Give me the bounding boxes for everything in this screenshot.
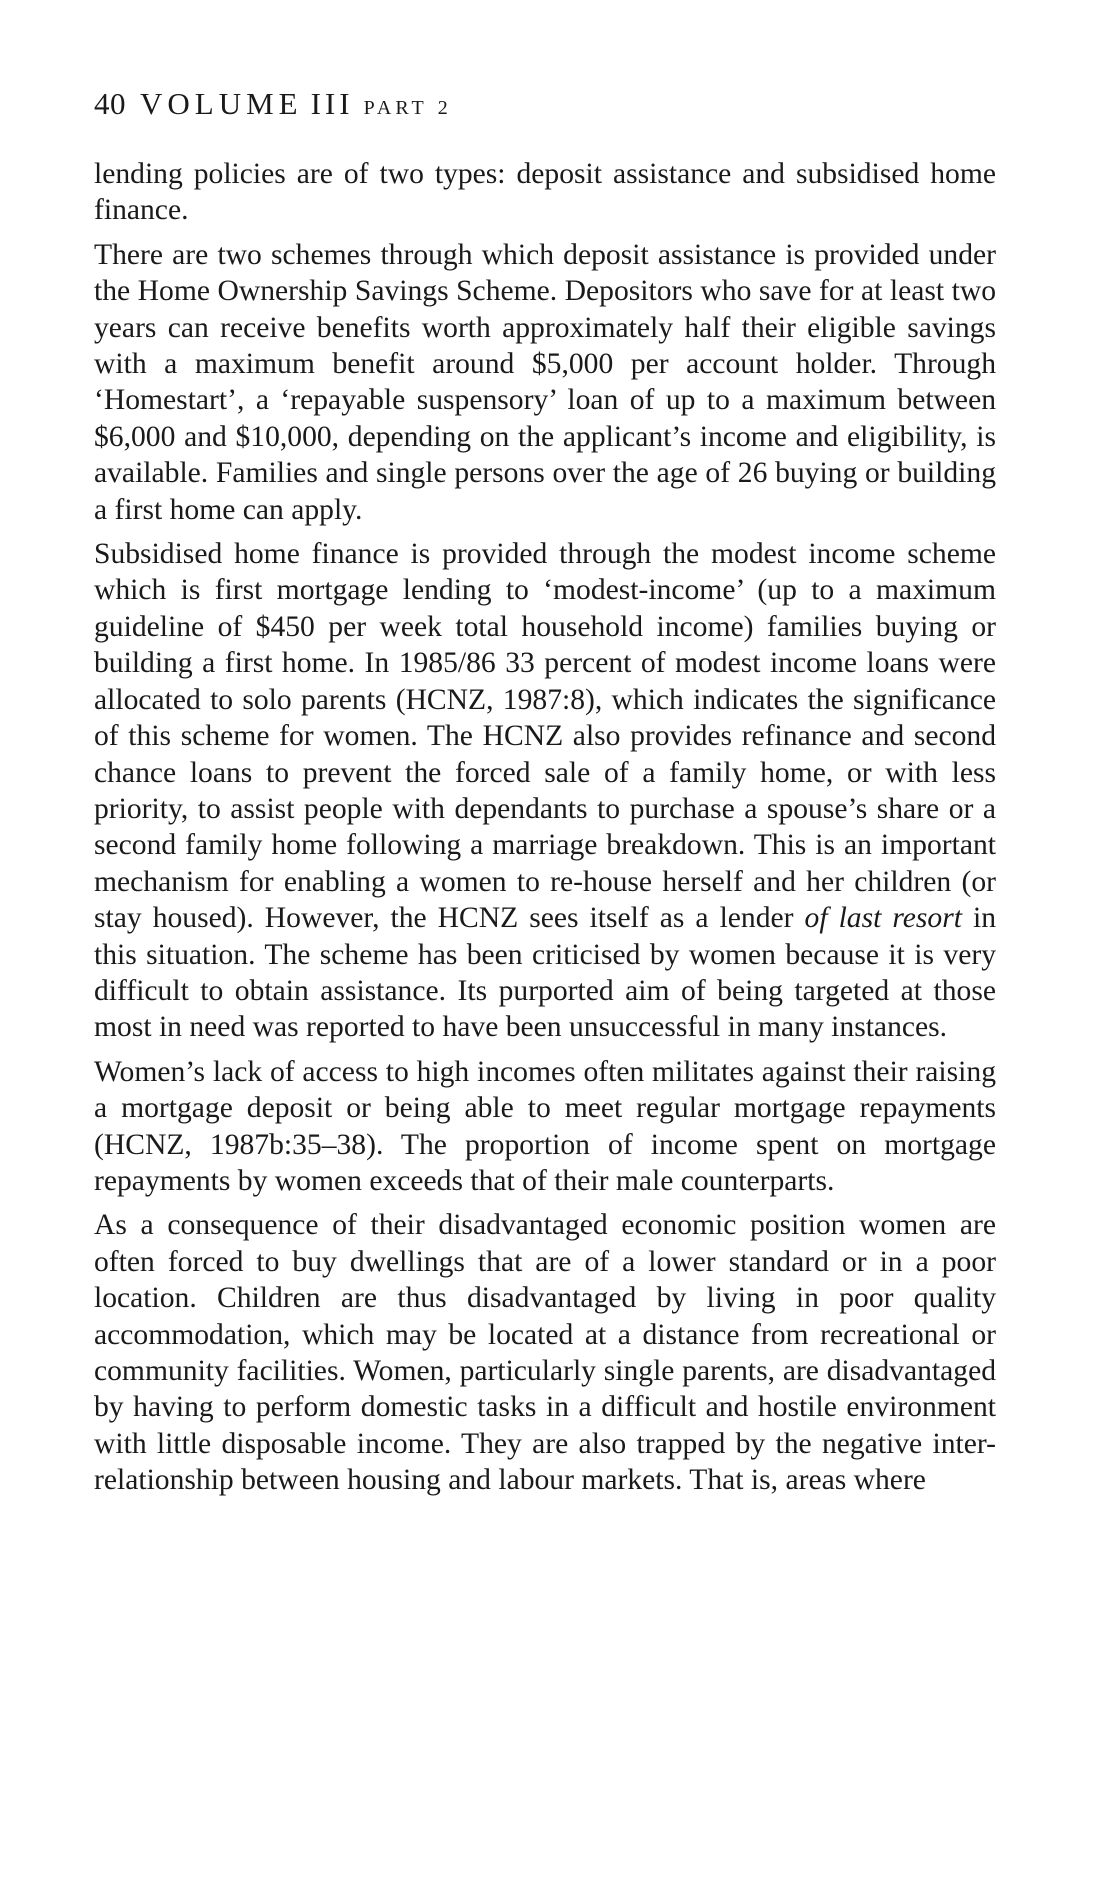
paragraph-deposit-assistance: There are two schemes through which deposit assistance is provided under the Home Ownership Savings Scheme. Depositors who save for at least two years can receive benefits worth approximately half their eligible savings with a maximum benefit around $5,000 per account holder. Through ‘Homestart’, a ‘repayable suspensory’ loan of up to a maximum between $6,000 and $10,000, depending on the applicant’s income and eligibility, is available. Families and single persons over the age of 26 buying or building a first home can apply.: [94, 238, 996, 526]
paragraph-text-before: Subsidised home finance is provided through the modest income scheme which is first mortgage lending to ‘modest-income’ (up to a maximum guideline of $450 per week total household income) families buying or building a first home. In 1985/86 33 percent of modest income loans were allocated to solo parents (HCNZ, 1987:8), which indicates the significance of this scheme for women. The HCNZ also provides refinance and second chance loans to prevent the forced sale of a family home, or with less priority, to assist people with dependants to purchase a spouse’s share or a second family home following a marriage breakdown. This is an important mechanism for enabling a women to re-house herself and her children (or stay housed). However, the HCNZ sees itself as a lender: [94, 538, 996, 935]
page-number: 40: [94, 86, 126, 121]
volume-number: III: [310, 86, 354, 121]
paragraph-subsidised-home-finance: [94, 536, 996, 1046]
body-text: [94, 156, 996, 1507]
paragraph-access-to-incomes: Women’s lack of access to high incomes often militates against their raising a mortgage deposit or being able to meet regular mortgage repayments (HCNZ, 1987b:35–38). The proportion of income spent on mortgage repayments by women exceeds that of their male counterparts.: [94, 1055, 996, 1197]
volume-label: VOLUME: [140, 86, 303, 121]
italic-phrase: of last resort: [804, 902, 962, 935]
running-header: [94, 86, 448, 126]
paragraph-disadvantaged-position: As a consequence of their disadvantaged economic position women are often forced to buy dwellings that are of a lower standard or in a poor location. Children are thus disadvantaged by living in poor quality accommodation, which may be located at a distance from recreational or community facilities. Women, particularly single parents, are disadvantaged by having to perform domestic tasks in a difficult and hostile environment with little disposable income. They are also trapped by the negative inter-relationship between housing and labour markets. That is, areas where: [94, 1209, 996, 1497]
part-number: 2: [437, 97, 449, 119]
paragraph-lending-policies: lending policies are of two types: deposit assistance and subsidised home finance.: [94, 158, 996, 227]
paragraph-text-after: in this situation. The scheme has been criticised by women because it is very difficult to obtain assistance. Its purported aim of being targeted at those most in need was reported to have been unsuccessful in many instances.: [94, 902, 996, 1044]
part-label: PART: [363, 97, 428, 119]
